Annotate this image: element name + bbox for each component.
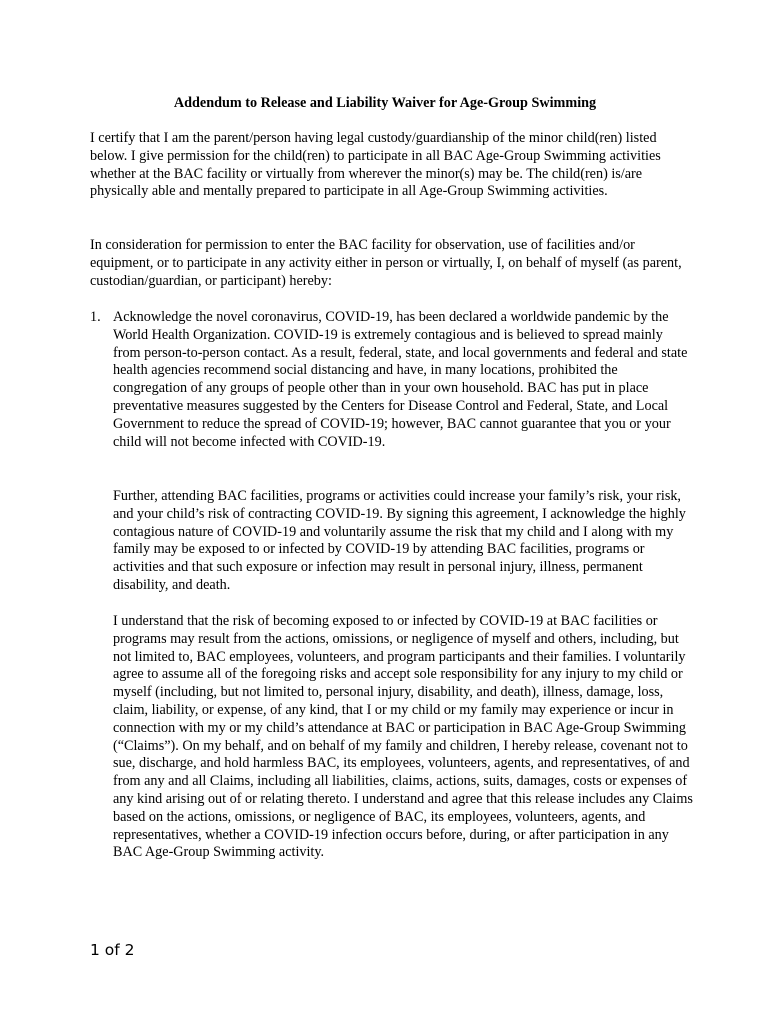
item-1-paragraph-release: I understand that the risk of becoming exposed to or infected by COVID-19 at BAC facilities or programs may result from the actions, omissions, or negligence of myself and others, including, but not limited to, BAC employees, volunteers, and program participants and their families. I voluntarily agree to assume all of the foregoing risks and accept sole responsibility for any injury to my child or myself (including, but not limited to, personal injury, disability, and death), illness, damage, loss, claim, liability, or expense, of any kind, that I or my child or my family may experience or incur in connection with my or my child’s attendance at BAC or participation in BAC Age-Group Swimming (“Claims”). On my behalf, and on behalf of my family and children, I hereby release, covenant not to sue, discharge, and hold harmless BAC, its employees, volunteers, agents, and representatives, of and from any and all Claims, including all liabilities, claims, actions, suits, damages, costs or expenses of any kind arising out of or relating thereto. I understand and agree that this release includes any Claims based on the actions, omissions, or negligence of BAC, its employees, volunteers, agents, and representatives, whether a COVID-19 infection occurs before, during, or after participation in any BAC Age-Group Swimming activity. — [113, 613, 693, 861]
list-item-number: 1. — [90, 309, 101, 325]
item-1-paragraph-further: Further, attending BAC facilities, programs or activities could increase your family’s risk, your risk, and your child’s risk of contracting COVID-19. By signing this agreement, I acknowledge the highly contagious nature of COVID-19 and voluntarily assume the risk that my child and I along with my family may be exposed to or infected by COVID-19 by attending BAC facilities, programs or activities and that such exposure or infection may result in personal injury, illness, permanent disability, and death. — [113, 488, 686, 593]
intro-paragraph: I certify that I am the parent/person having legal custody/guardianship of the minor child(ren) listed below. I give permission for the child(ren) to participate in all BAC Age-Group Swimming activities whether at the BAC facility or virtually from wherever the minor(s) may be. The child(ren) is/are physically able and mentally prepared to participate in all Age-Group Swimming activities. — [90, 130, 661, 200]
consideration-paragraph: In consideration for permission to enter the BAC facility for observation, use of facilities and/or equipment, or to participate in any activity either in person or virtually, I, on behalf of myself (as parent, custodian/guardian, or participant) hereby: — [90, 237, 682, 289]
item-1-paragraph-acknowledge: Acknowledge the novel coronavirus, COVID-19, has been declared a worldwide pandemic by the World Health Organization. COVID-19 is extremely contagious and is believed to spread mainly from person-to-person contact. As a result, federal, state, and local governments and federal and state health agencies recommend social distancing and have, in many locations, prohibited the congregation of any groups of people other than in your own household. BAC has put in place preventative measures suggested by the Centers for Disease Control and Federal, State, and Local Government to reduce the spread of COVID-19; however, BAC cannot guarantee that you or your child will not become infected with COVID-19. — [113, 309, 688, 450]
document-title: Addendum to Release and Liability Waiver for Age-Group Swimming — [173, 95, 597, 111]
page-number: 1 of 2 — [90, 941, 135, 959]
